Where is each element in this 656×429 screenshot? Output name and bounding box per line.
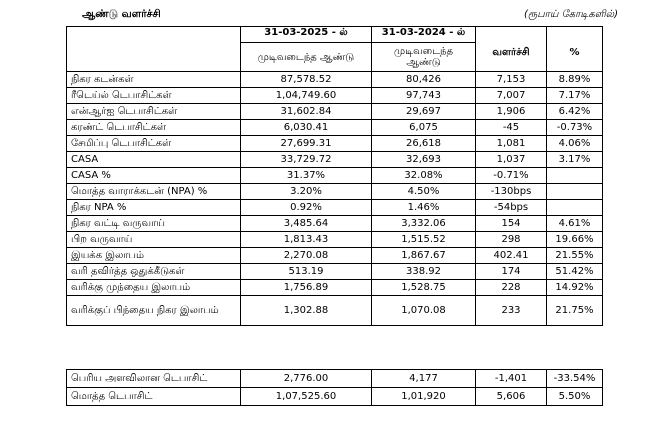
row-growth: 233 — [476, 296, 547, 326]
row-label: வரிக்குப் பிந்தைய நிகர இலாபம் — [67, 296, 241, 326]
row-fy25: 1,756.89 — [241, 280, 372, 296]
row-growth: -54bps — [476, 200, 547, 216]
row-fy25: 2,776.00 — [241, 370, 372, 388]
row-label: வரி தவிர்த்த ஒதுக்கீடுகள் — [67, 264, 241, 280]
row-pct: 6.42% — [547, 104, 603, 120]
row-label: CASA — [67, 152, 241, 168]
row-fy24: 4.50% — [372, 184, 476, 200]
row-pct: 8.89% — [547, 72, 603, 88]
row-fy25: 1,04,749.60 — [241, 88, 372, 104]
row-label: நிகர கடன்கள் — [67, 72, 241, 88]
row-growth: -1,401 — [476, 370, 547, 388]
row-fy25: 1,302.88 — [241, 296, 372, 326]
row-pct: 51.42% — [547, 264, 603, 280]
table-row — [67, 168, 603, 184]
row-label: கரண்ட் டெபாசிட்கள் — [67, 120, 241, 136]
row-fy25: 1,813.43 — [241, 232, 372, 248]
row-fy24: 4,177 — [372, 370, 476, 388]
row-fy24: 32.08% — [372, 168, 476, 184]
row-growth: -45 — [476, 120, 547, 136]
row-growth: 228 — [476, 280, 547, 296]
deposit-table — [66, 369, 603, 406]
row-fy24: 26,618 — [372, 136, 476, 152]
row-pct: 7.17% — [547, 88, 603, 104]
table-row — [67, 388, 603, 406]
header-fy25-date: 31-03-2025 - ல் — [241, 27, 372, 43]
unit-note: (ரூபாய் கோடிகளில்) — [523, 9, 618, 20]
row-fy25: 0.92% — [241, 200, 372, 216]
row-growth: 154 — [476, 216, 547, 232]
row-pct: 21.55% — [547, 248, 603, 264]
row-label: பெரிய அளவிலான டெபாசிட் — [67, 370, 241, 388]
table-row — [67, 184, 603, 200]
table-row — [67, 264, 603, 280]
row-growth: -130bps — [476, 184, 547, 200]
row-fy24: 97,743 — [372, 88, 476, 104]
row-growth: 298 — [476, 232, 547, 248]
row-fy24: 6,075 — [372, 120, 476, 136]
row-pct: 21.75% — [547, 296, 603, 326]
table-row — [67, 280, 603, 296]
row-growth: 174 — [476, 264, 547, 280]
page-title: ஆண்டு வளர்ச்சி — [82, 8, 161, 20]
row-pct: 19.66% — [547, 232, 603, 248]
row-fy24: 32,693 — [372, 152, 476, 168]
table-row — [67, 370, 603, 388]
row-label: நிகர NPA % — [67, 200, 241, 216]
row-growth: 7,007 — [476, 88, 547, 104]
row-growth: 1,906 — [476, 104, 547, 120]
table-row — [67, 200, 603, 216]
row-fy25: 33,729.72 — [241, 152, 372, 168]
row-fy25: 31,602.84 — [241, 104, 372, 120]
row-fy25: 87,578.52 — [241, 72, 372, 88]
header-fy24-sub: முடிவடைந்த ஆண்டு — [372, 43, 476, 72]
row-fy24: 1,528.75 — [372, 280, 476, 296]
row-fy24: 1,01,920 — [372, 388, 476, 406]
row-fy24: 1,867.67 — [372, 248, 476, 264]
table-row-net-profit — [67, 296, 603, 326]
row-label: பிற வருவாய் — [67, 232, 241, 248]
table-row — [67, 136, 603, 152]
row-label: வரிக்கு முந்தைய இலாபம் — [67, 280, 241, 296]
row-pct — [547, 184, 603, 200]
row-fy25: 3.20% — [241, 184, 372, 200]
table-row — [67, 120, 603, 136]
header-blank — [67, 27, 241, 72]
row-pct: 4.61% — [547, 216, 603, 232]
row-fy24: 29,697 — [372, 104, 476, 120]
row-label: மொத்த வாராக்கடன் (NPA) % — [67, 184, 241, 200]
row-label: இயக்க இலாபம் — [67, 248, 241, 264]
header-growth: வளர்ச்சி — [476, 27, 547, 72]
row-pct: -0.73% — [547, 120, 603, 136]
table-row — [67, 152, 603, 168]
row-pct: 4.06% — [547, 136, 603, 152]
table-row — [67, 216, 603, 232]
row-fy25: 1,07,525.60 — [241, 388, 372, 406]
table-row — [67, 232, 603, 248]
header-fy24-date: 31-03-2024 - ல் — [372, 27, 476, 43]
row-growth: -0.71% — [476, 168, 547, 184]
row-label: நிகர வட்டி வருவாய் — [67, 216, 241, 232]
row-label: என்ஆர்ஐ டெபாசிட்கள் — [67, 104, 241, 120]
row-growth: 402.41 — [476, 248, 547, 264]
header-fy25-sub: முடிவடைந்த ஆண்டு — [241, 43, 372, 72]
row-label: ரீடெய்ல் டெபாசிட்கள் — [67, 88, 241, 104]
row-fy24: 1,070.08 — [372, 296, 476, 326]
row-growth: 7,153 — [476, 72, 547, 88]
row-growth: 1,081 — [476, 136, 547, 152]
row-fy24: 80,426 — [372, 72, 476, 88]
table-row — [67, 72, 603, 88]
row-fy24: 3,332.06 — [372, 216, 476, 232]
row-fy24: 1.46% — [372, 200, 476, 216]
table-row — [67, 104, 603, 120]
row-fy25: 513.19 — [241, 264, 372, 280]
row-pct: -33.54% — [547, 370, 603, 388]
header-date-row — [67, 27, 603, 43]
growth-table — [66, 26, 603, 326]
row-pct — [547, 200, 603, 216]
row-pct — [547, 168, 603, 184]
row-fy25: 27,699.31 — [241, 136, 372, 152]
row-fy25: 31.37% — [241, 168, 372, 184]
row-label: மொத்த டெபாசிட் — [67, 388, 241, 406]
row-pct: 14.92% — [547, 280, 603, 296]
row-label: சேமிப்பு டெபாசிட்கள் — [67, 136, 241, 152]
row-fy25: 3,485.64 — [241, 216, 372, 232]
row-fy25: 2,270.08 — [241, 248, 372, 264]
row-pct: 5.50% — [547, 388, 603, 406]
header-pct: % — [547, 27, 603, 72]
table-row — [67, 248, 603, 264]
row-fy24: 1,515.52 — [372, 232, 476, 248]
row-pct: 3.17% — [547, 152, 603, 168]
row-label: CASA % — [67, 168, 241, 184]
row-fy24: 338.92 — [372, 264, 476, 280]
table-row — [67, 88, 603, 104]
row-growth: 1,037 — [476, 152, 547, 168]
row-growth: 5,606 — [476, 388, 547, 406]
row-fy25: 6,030.41 — [241, 120, 372, 136]
